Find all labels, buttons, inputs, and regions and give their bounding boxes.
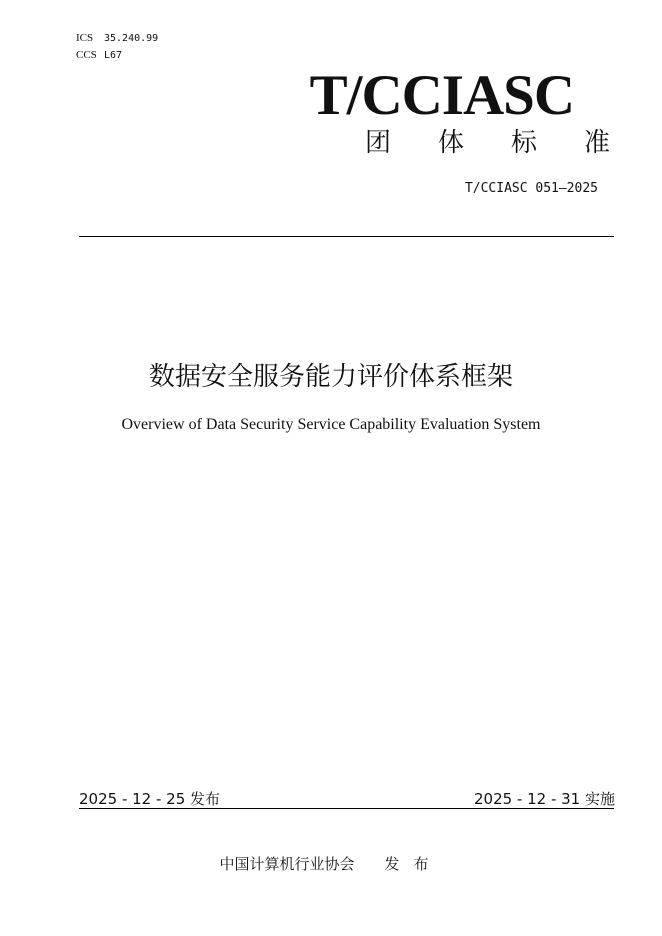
bottom-divider [79, 808, 614, 809]
ics-line [76, 32, 158, 45]
brand-subtitle-char: 标 [510, 128, 537, 158]
implement-date: 2025 - 12 - 31 实施 [473, 790, 615, 808]
ccs-value: L67 [104, 50, 123, 61]
brand-subtitle-char: 团 [365, 128, 392, 158]
publisher-line [0, 853, 662, 874]
brand-subtitle [365, 128, 610, 158]
top-divider [79, 236, 614, 237]
ccs-label: CCS [76, 49, 97, 61]
publisher-action: 发布 [384, 855, 443, 873]
publish-date: 2025 - 12 - 25 发布 [79, 790, 221, 808]
ccs-line [76, 49, 122, 62]
brand-logo-text: T/CCIASC [309, 64, 574, 127]
standard-code: T/CCIASC 051—2025 [464, 181, 598, 196]
brand-subtitle-char: 准 [583, 128, 610, 158]
publisher-name: 中国计算机行业协会 [219, 855, 355, 873]
brand-subtitle-char: 体 [437, 128, 464, 158]
title-english: Overview of Data Security Service Capability Evaluation System [121, 416, 541, 433]
ics-value: 35.240.99 [104, 33, 159, 44]
title-chinese: 数据安全服务能力评价体系框架 [148, 362, 513, 392]
ics-label: ICS [76, 32, 94, 44]
